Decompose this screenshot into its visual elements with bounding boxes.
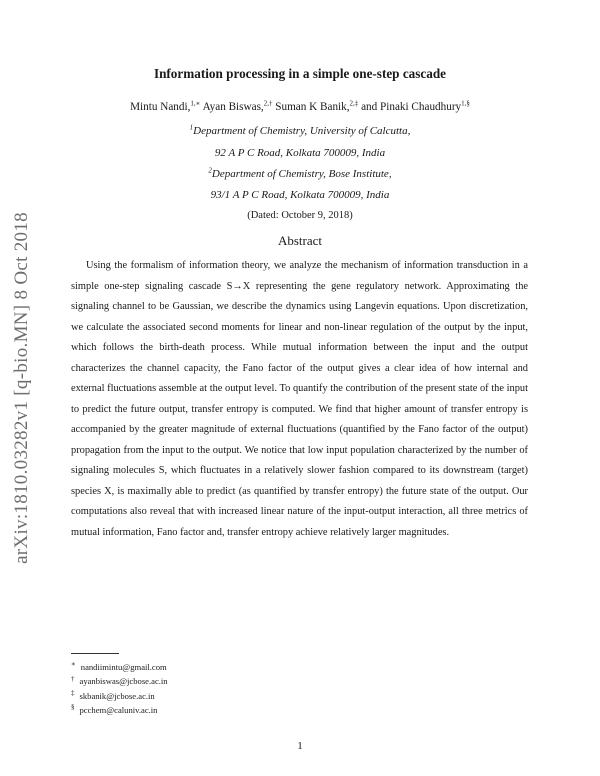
abstract-heading: Abstract (277, 233, 323, 248)
footnote-4: § pcchem@caluniv.ac.in (71, 703, 158, 716)
arxiv-identifier-stamp: arXiv:1810.03282v1 [q-bio.MN] 8 Oct 2018 (11, 212, 32, 564)
author-4: and Pinaki Chaudhury$^{1,\S}$ (361, 99, 470, 113)
author-1-mark: 1,∗ (190, 99, 201, 108)
footnote-email: pcchem@caluniv.ac.in (79, 705, 158, 716)
footnote-2: † ayanbiswas@jcbose.ac.in (71, 674, 168, 687)
footnote-rule (71, 653, 119, 654)
affiliation-1-line-2: 92 A P C Road, Kolkata 700009, India (214, 147, 386, 159)
abstract-body: Using the formalism of information theory, we analyze the mechanism of information transduction in a simple one-step signaling cascade S→X representing the gene regulatory network. Approximating the signaling channel to be Gaussian, we describe the dynamics using Langevin equations. Upon discretization, we calculate the associated second moments for linear and non-linear regulation of the output by the input, which follows the birth-death process. While mutual information between the input and the output characterizes the channel capacity, the Fano factor of the output gives a clear idea of how internal and external fluctuations assemble at the output level. To quantify the contribution of the present state of the input to predict the future output, transfer entropy is computed. We find that higher amount of transfer entropy is accompanied by the greater magnitude of external fluctuations (quantified by the Fano factor of the output) propagation from the input to the output. We notice that low input population characterized by the number of signaling molecules S, which fluctuates in a relatively slower fashion compared to its downstream (target) species X, is maximally able to predict (as quantified by transfer entropy) the future state of the output. Our computations also reveal that with increased linear nature of the input-output interaction, all three metrics of mutual information, Fano factor and, transfer entropy achieve relatively larger magnitudes. (71, 260, 528, 538)
author-list (0, 101, 600, 113)
footnote-email: nandiimintu@gmail.com (80, 662, 167, 672)
paper-title: Information processing in a simple one-step cascade (153, 66, 447, 81)
affiliation-2-line-2: 93/1 A P C Road, Kolkata 700009, India (210, 189, 390, 201)
author-1: Mintu Nandi,$^{1,∗}$ (130, 99, 201, 113)
dated-line: (Dated: October 9, 2018) (247, 210, 353, 221)
author-2-mark: 2,† (263, 99, 273, 108)
footnote-email: ayanbiswas@jcbose.ac.in (79, 676, 168, 687)
author-3: Suman K Banik,$^{2,\ddagger}$ (275, 99, 359, 113)
author-2: Ayan Biswas,$^{2,\dagger}$ (202, 99, 273, 113)
author-3-mark: 2,‡ (349, 99, 359, 108)
affiliation-2-line-1: $^2$Department of Chemistry, Bose Institute, (208, 166, 392, 180)
footnotes (71, 660, 371, 718)
footnote-email: skbanik@jcbose.ac.in (79, 690, 155, 701)
author-4-mark: 1,§ (461, 99, 470, 108)
page-number: 1 (297, 740, 303, 752)
affiliation-1-line-1: $^1$Department of Chemistry, University of Calcutta, (189, 123, 411, 137)
footnote-3: ‡ skbanik@jcbose.ac.in (71, 688, 155, 701)
footnote-1: ∗ nandiimintu@gmail.com (71, 660, 167, 672)
